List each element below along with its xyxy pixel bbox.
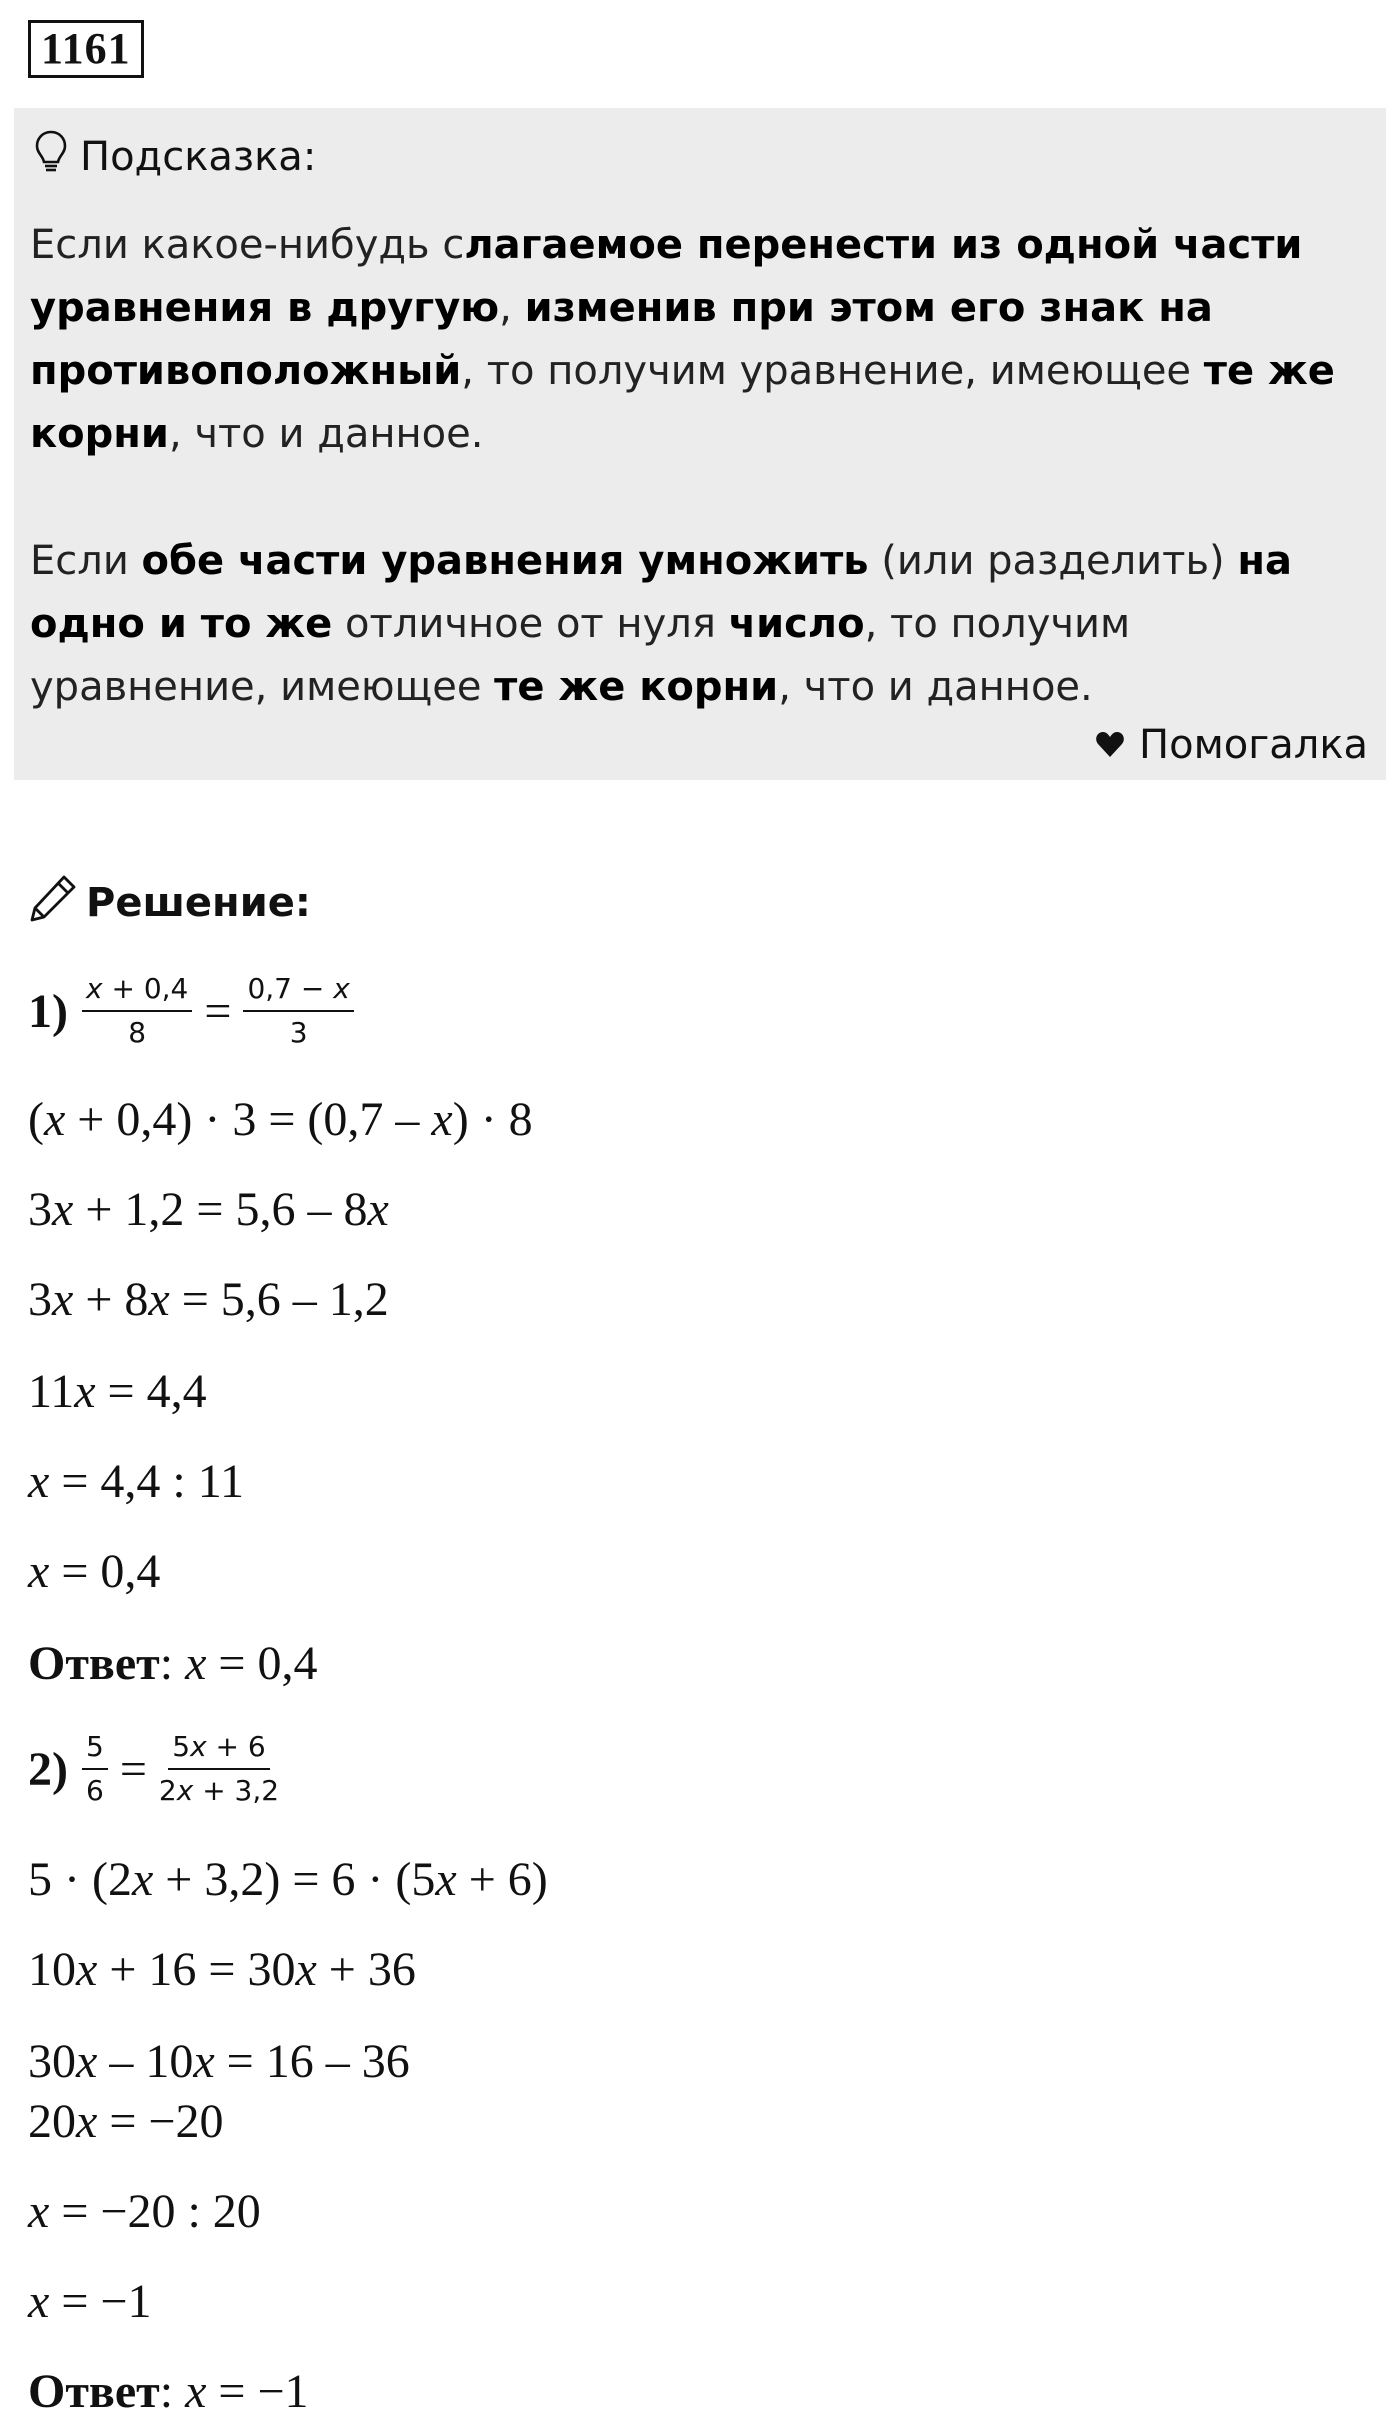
variable-x: x (28, 2275, 50, 2328)
step-line: 11x = 4,4 (28, 1365, 207, 1418)
text-phrase: Если какое-нибудь с (30, 222, 465, 268)
variable-x: x (43, 1093, 66, 1146)
text-phrase: , то получим уравнение, имеющее (30, 601, 1131, 710)
variable-x: x (131, 1853, 154, 1906)
lightbulb-icon (34, 129, 68, 185)
hint-paragraph-2 (30, 530, 1376, 719)
hint-box (14, 108, 1386, 780)
bold-phrase: лагаемое перенести из одной части уравнения в другую (30, 222, 1303, 331)
variable-x: x (435, 1853, 457, 1906)
step-line: x = −20 : 20 (28, 2185, 261, 2238)
variable-x: x (76, 2095, 98, 2148)
hint-title: Подсказка: (80, 134, 317, 180)
text-phrase: отличное от нуля (332, 601, 729, 647)
variable-x: x (367, 1183, 389, 1236)
solution-header (28, 870, 311, 936)
text-phrase: (или разделить) (868, 538, 1238, 584)
step-line: 3x + 8x = 5,6 – 1,2 (28, 1273, 389, 1326)
answer-label: Ответ (28, 2365, 160, 2418)
step-line: 20x = −20 (28, 2095, 224, 2148)
variable-x: x (74, 1365, 96, 1418)
step-line: 5 · (2x + 3,2) = 6 · (5x + 6) (28, 1853, 548, 1906)
heart-icon (1095, 720, 1125, 770)
numerator: 0,7 − x (243, 970, 353, 1012)
bold-phrase: число (728, 601, 865, 647)
fraction-rhs (159, 1728, 279, 1810)
step-line: (x + 0,4) · 3 = (0,7 – x) · 8 (28, 1093, 533, 1146)
variable-x: x (148, 1273, 170, 1326)
step-line: 30x – 10x = 16 – 36 (28, 2035, 410, 2088)
bold-phrase: изменив при этом его знак на противоположный (30, 285, 1213, 394)
variable-x: x (52, 1183, 74, 1236)
text-phrase: , то получим уравнение, имеющее (461, 348, 1204, 394)
denominator: 3 (289, 1016, 308, 1049)
fraction-rhs (243, 970, 353, 1052)
hint-header (34, 124, 316, 190)
text-phrase: , что и данное. (778, 664, 1093, 710)
part-label: 2) (28, 1742, 68, 1796)
answer-line (28, 2362, 309, 2422)
part-label: 1) (28, 984, 68, 1038)
text-phrase: Если (30, 538, 142, 584)
variable-x: x (28, 1455, 50, 1508)
bold-phrase: те же корни (494, 664, 779, 710)
bold-phrase: те же корни (30, 348, 1335, 457)
answer-label: Ответ (28, 1637, 160, 1690)
answer-value: : x = 0,4 (159, 1637, 318, 1690)
equals-sign: = (119, 1742, 147, 1796)
fraction-lhs (82, 1728, 108, 1810)
equation-1 (28, 970, 358, 1052)
variable-x: x (76, 1943, 98, 1996)
step-line: x = 4,4 : 11 (28, 1455, 244, 1508)
variable-x: x (185, 2365, 207, 2418)
step-line: 3x + 1,2 = 5,6 – 8x (28, 1183, 389, 1236)
variable-x: x (193, 2035, 215, 2088)
variable-x: x (52, 1273, 74, 1326)
step-line: x = −1 (28, 2275, 152, 2328)
denominator: 6 (85, 1774, 104, 1807)
fraction-lhs (82, 970, 192, 1052)
answer-value: : x = −1 (159, 2365, 309, 2418)
numerator: 5 (82, 1728, 108, 1770)
numerator: x + 0,4 (82, 970, 192, 1012)
variable-x: x (176, 1774, 194, 1807)
signature (1095, 720, 1368, 770)
bold-phrase: на одно и то же (30, 538, 1292, 647)
hint-paragraph-1 (30, 214, 1376, 466)
denominator: 8 (128, 1016, 147, 1049)
numerator: 5x + 6 (168, 1728, 269, 1770)
step-line: 10x + 16 = 30x + 36 (28, 1943, 416, 1996)
text-phrase: , (499, 285, 525, 331)
solution-title: Решение: (86, 880, 311, 926)
bold-phrase: обе части уравнения умножить (141, 538, 869, 584)
variable-x: x (431, 1093, 453, 1146)
equation-2 (28, 1728, 283, 1810)
variable-x: x (85, 972, 103, 1005)
variable-x: x (185, 1637, 207, 1690)
variable-x: x (76, 2035, 98, 2088)
signature-text: Помогалка (1139, 722, 1368, 768)
variable-x: x (28, 1545, 50, 1598)
variable-x: x (333, 972, 350, 1005)
equals-sign: = (204, 984, 232, 1038)
step-line: x = 0,4 (28, 1545, 161, 1598)
pencil-icon (28, 873, 78, 933)
variable-x: x (28, 2185, 50, 2238)
variable-x: x (295, 1943, 317, 1996)
variable-x: x (190, 1730, 207, 1763)
denominator: 2x + 3,2 (158, 1774, 280, 1807)
text-phrase: , что и данное. (168, 411, 484, 457)
task-number: 1161 (28, 20, 144, 78)
answer-line (28, 1634, 317, 1694)
